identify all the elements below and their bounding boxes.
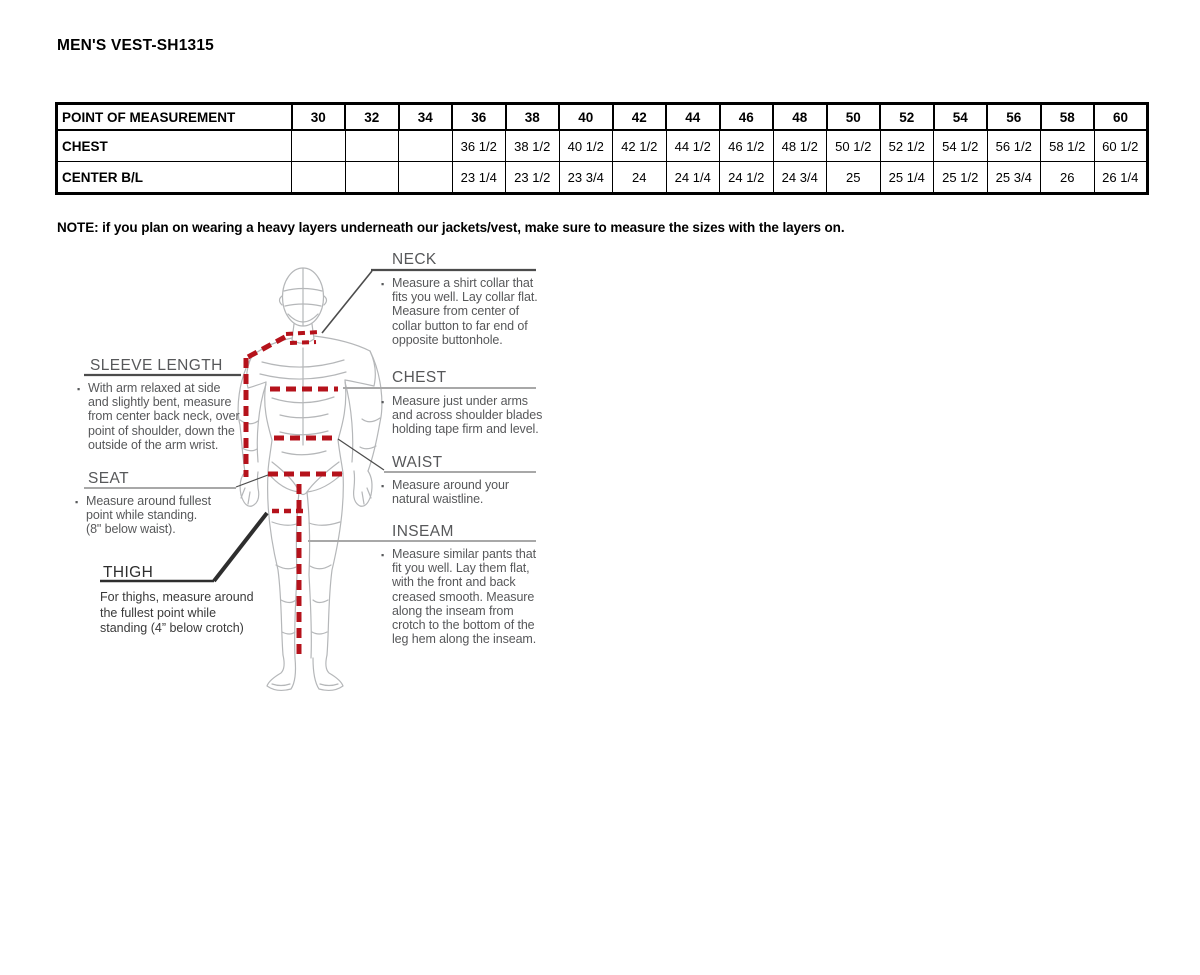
cell: 58 1/2 [1041, 130, 1095, 162]
column-header: 44 [666, 104, 720, 131]
cell: 50 1/2 [827, 130, 881, 162]
inseam-description [381, 547, 543, 646]
bullet-square-icon: ▪ [381, 481, 385, 491]
row-label: CENTER B/L [57, 162, 292, 194]
cell [292, 130, 346, 162]
section-heading-inseam: INSEAM [392, 523, 454, 540]
table-row-center-bl [57, 162, 1148, 194]
cell: 24 1/2 [720, 162, 774, 194]
column-header: 36 [452, 104, 506, 131]
neck-description [381, 276, 543, 347]
description-line: the fullest point while [100, 605, 217, 620]
description-line: fits you well. Lay collar flat. [392, 290, 538, 305]
description-line: and slightly bent, measure [88, 395, 232, 410]
seat-leader-line [236, 475, 268, 487]
neck-measure-line-2 [290, 342, 316, 343]
description-line: point while standing. [86, 508, 198, 523]
cell: 24 [613, 162, 667, 194]
column-header: 38 [506, 104, 560, 131]
description-line: Measure a shirt collar that [392, 276, 534, 290]
cell: 26 [1041, 162, 1095, 194]
column-header: 48 [773, 104, 827, 131]
column-header: 40 [559, 104, 613, 131]
section-heading-sleeve-length: SLEEVE LENGTH [90, 357, 223, 374]
description-line: Measure from center of [392, 304, 520, 319]
cell: 42 1/2 [613, 130, 667, 162]
column-header: 52 [880, 104, 934, 131]
description-line: Measure around your [392, 478, 509, 492]
cell: 25 3/4 [987, 162, 1041, 194]
cell: 25 1/2 [934, 162, 988, 194]
description-line: (8" below waist). [86, 522, 176, 537]
bullet-square-icon: ▪ [75, 497, 79, 507]
cell: 46 1/2 [720, 130, 774, 162]
section-heading-seat: SEAT [88, 470, 129, 487]
column-header: 56 [987, 104, 1041, 131]
column-header: 46 [720, 104, 774, 131]
waist-description [381, 478, 543, 506]
section-heading-thigh: THIGH [103, 564, 154, 581]
description-line: along the inseam from [392, 603, 514, 618]
section-heading-chest: CHEST [392, 369, 447, 386]
bullet-square-icon: ▪ [381, 279, 385, 289]
cell [399, 162, 453, 194]
neck-measure-line [286, 332, 320, 334]
description-line: collar button to far end of [392, 318, 528, 333]
seat-description [75, 494, 235, 537]
cell: 38 1/2 [506, 130, 560, 162]
row-label: CHEST [57, 130, 292, 162]
note-text: NOTE: if you plan on wearing a heavy layers underneath our jackets/vest, make sure to measure the sizes with the layers on. [57, 220, 845, 235]
bullet-square-icon: ▪ [381, 397, 385, 407]
chest-description [381, 394, 543, 437]
description-line: opposite buttonhole. [392, 332, 503, 347]
description-line: Measure around fullest [86, 494, 211, 508]
cell: 25 [827, 162, 881, 194]
cell: 23 1/2 [506, 162, 560, 194]
cell [399, 130, 453, 162]
column-header: 50 [827, 104, 881, 131]
neck-leader-line [322, 271, 372, 333]
measurement-lines [246, 332, 342, 656]
description-line: natural waistline. [392, 492, 484, 507]
cell [345, 130, 399, 162]
cell: 36 1/2 [452, 130, 506, 162]
column-header: 34 [399, 104, 453, 131]
description-line: Measure just under arms [392, 394, 528, 408]
column-header: 30 [292, 104, 346, 131]
cell: 24 1/4 [666, 162, 720, 194]
column-header: 42 [613, 104, 667, 131]
waist-leader-line [338, 439, 384, 470]
description-line: with the front and back [392, 575, 516, 590]
description-line: crotch to the bottom of the [392, 618, 535, 633]
size-table-header-row [57, 104, 1148, 131]
section-heading-neck: NECK [392, 251, 437, 268]
cell: 52 1/2 [880, 130, 934, 162]
description-line: leg hem along the inseam. [392, 632, 537, 647]
cell: 54 1/2 [934, 130, 988, 162]
cell: 26 1/4 [1094, 162, 1148, 194]
cell: 24 3/4 [773, 162, 827, 194]
bullet-square-icon: ▪ [77, 384, 81, 394]
cell [292, 162, 346, 194]
cell [345, 162, 399, 194]
bullet-square-icon: ▪ [381, 550, 385, 560]
description-line: With arm relaxed at side [88, 381, 221, 395]
column-header: 58 [1041, 104, 1095, 131]
cell: 60 1/2 [1094, 130, 1148, 162]
description-line: creased smooth. Measure [392, 589, 535, 604]
column-header: 54 [934, 104, 988, 131]
thigh-description [100, 590, 260, 637]
cell: 23 3/4 [559, 162, 613, 194]
description-line: outside of the arm wrist. [88, 437, 219, 452]
description-line: Measure similar pants that [392, 547, 536, 561]
description-line: For thighs, measure around [100, 590, 254, 604]
description-line: point of shoulder, down the [88, 423, 235, 438]
shoulder-measure-line [248, 337, 285, 357]
description-line: standing (4” below crotch) [100, 621, 244, 636]
column-header: 60 [1094, 104, 1148, 131]
cell: 48 1/2 [773, 130, 827, 162]
page-title: MEN'S VEST-SH1315 [57, 37, 214, 54]
cell: 56 1/2 [987, 130, 1041, 162]
column-header: 32 [345, 104, 399, 131]
description-line: holding tape firm and level. [392, 422, 539, 437]
cell: 44 1/2 [666, 130, 720, 162]
cell: 40 1/2 [559, 130, 613, 162]
cell: 25 1/4 [880, 162, 934, 194]
table-row-chest [57, 130, 1148, 162]
sleeve-length-description [77, 381, 242, 452]
section-heading-waist: WAIST [392, 454, 443, 471]
column-header: POINT OF MEASUREMENT [57, 104, 292, 131]
description-line: and across shoulder blades [392, 408, 543, 423]
description-line: fit you well. Lay them flat, [392, 561, 530, 576]
description-line: from center back neck, over [88, 409, 240, 424]
cell: 23 1/4 [452, 162, 506, 194]
size-chart-table [55, 102, 1149, 195]
